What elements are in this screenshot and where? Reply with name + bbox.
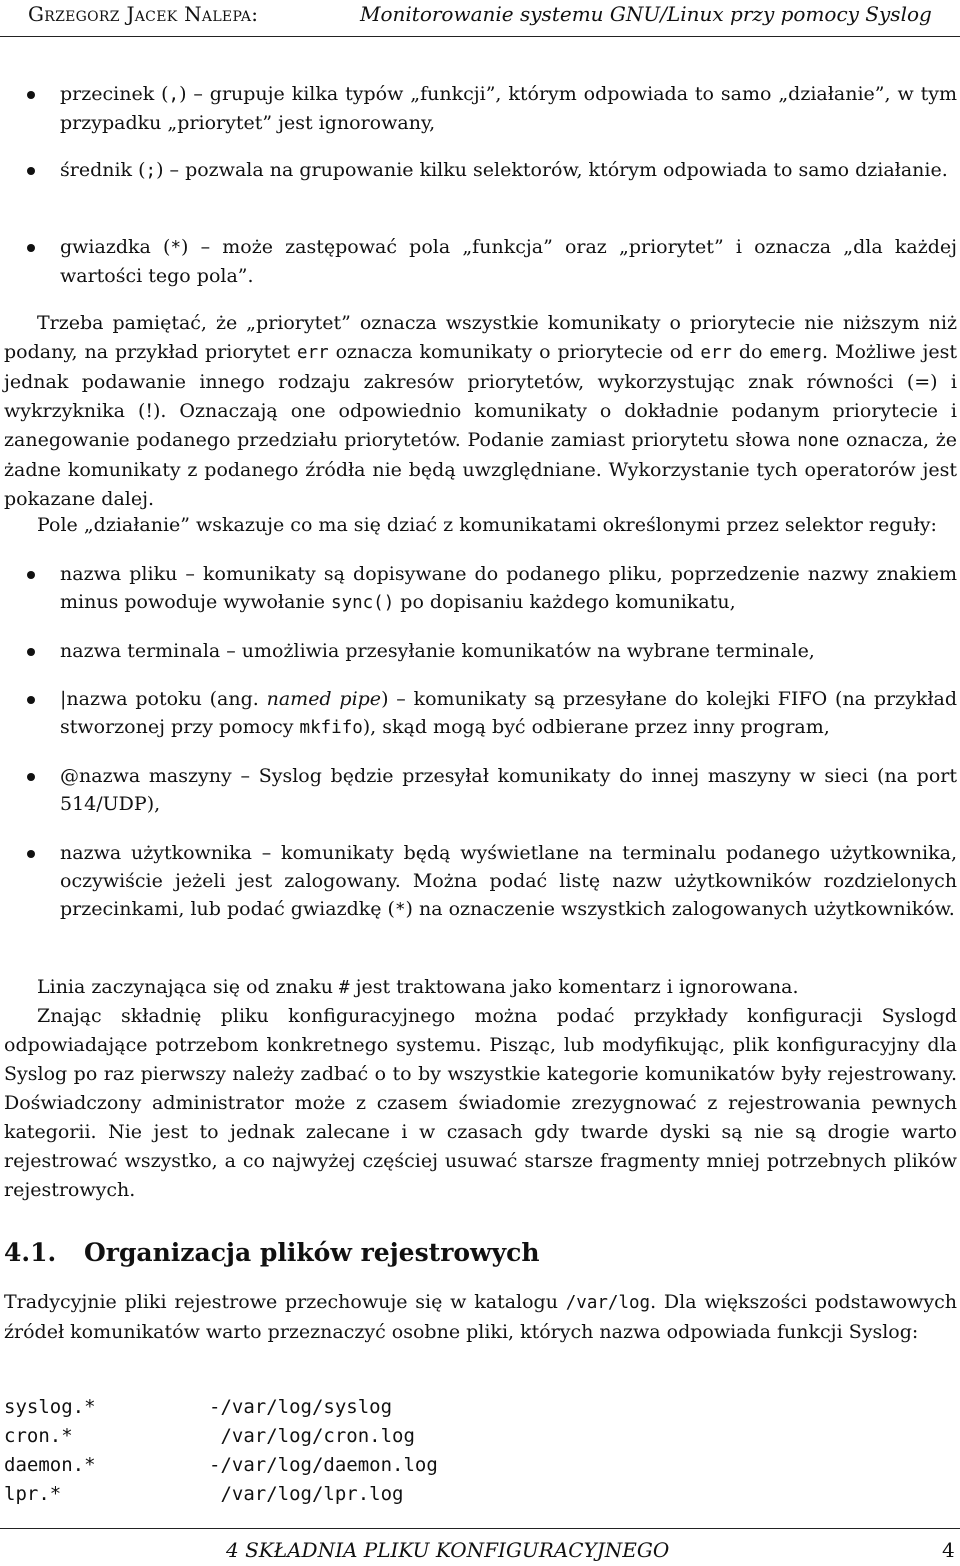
header-rule [0, 36, 960, 37]
config-code-listing [4, 1393, 438, 1509]
list-item: gwiazdka (*) – może zastępować pola „funkcja” oraz „priorytet” i oznacza „dla każdej wartości tego pola”. [60, 233, 957, 290]
footer-rule [0, 1528, 960, 1529]
paragraph-config-examples: Znając składnię pliku konfiguracyjnego można podać przykłady konfiguracji Syslogd odpowiadające potrzebom konkretnego systemu. Pisząc, lub modyfikując, plik konfiguracyjny dla Syslog po raz pierwszy należy zadbać o to by wszystkie kategorie komunikatów były rejestrowany. Doświadczony administrator może z czasem świadomie zrezygnować z rejestrowania pewnych kategorii. Nie jest to jednak zalecane i w czasach gdy twarde dyski są nie są drogie warto rejestrować wszystko, a co najwyżej częściej usuwać starsze fragmenty mniej potrzebnych plików rejestrowych. [4, 1005, 957, 1201]
code-line: cron.* /var/log/cron.log [4, 1425, 415, 1447]
header-author: Grzegorz Jacek Nalepa: [28, 2, 259, 26]
code-line: syslog.* -/var/log/syslog [4, 1396, 393, 1418]
page-number: 4 [942, 1538, 955, 1562]
section-title: Organizacja plików rejestrowych [84, 1238, 540, 1267]
running-footer [0, 1538, 960, 1566]
section-number: 4.1. [4, 1238, 57, 1267]
header-title: Monitorowanie systemu GNU/Linux przy pomocy Syslog [360, 2, 932, 26]
footer-section-label: 4 SKŁADNIA PLIKU KONFIGURACYJNEGO [226, 1538, 670, 1562]
bullet-icon [27, 773, 35, 781]
bullet-icon [27, 648, 35, 656]
list-item: nazwa pliku – komunikaty są dopisywane do podanego pliku, poprzedzenie nazwy znakiem minus powoduje wywołanie sync() po dopisaniu każdego komunikatu, [60, 560, 957, 617]
list-item: |nazwa potoku (ang. named pipe) – komunikaty są przesyłane do kolejki FIFO (na przykład stworzonej przy pomocy mkfifo), skąd mogą być odbierane przez inny program, [60, 685, 957, 742]
running-header [0, 2, 960, 28]
list-item: nazwa terminala – umożliwia przesyłanie komunikatów na wybrane terminale, [60, 637, 957, 665]
bullet-icon [27, 244, 35, 252]
list-item: @nazwa maszyny – Syslog będzie przesyłał komunikaty do innej maszyny w sieci (na port 514/UDP), [60, 762, 957, 818]
code-line: lpr.* /var/log/lpr.log [4, 1483, 404, 1505]
bullet-icon [27, 850, 35, 858]
paragraph-action-intro: Pole „działanie” wskazuje co ma się dziać z komunikatami określonymi przez selektor reguły: [37, 514, 937, 536]
bullet-icon [27, 167, 35, 175]
list-item: średnik (;) – pozwala na grupowanie kilku selektorów, którym odpowiada to samo działanie. [60, 156, 957, 185]
paragraph-priority-ranges: Trzeba pamiętać, że „priorytet” oznacza wszystkie komunikaty o priorytecie nie niższym niż podany, na przykład priorytet err oznacza komunikaty o priorytecie od err do emerg. Możliwe jest jednak podawanie innego rodzaju zakresów priorytetów, wykorzystując znak równości (=) i wykrzyknika (!). Oznaczają one odpowiednio komunikaty o dokładnie podanym priorytecie i zanegowanie podanego przedziału priorytetów. Podanie zamiast priorytetu słowa none oznacza, że żadne komunikaty z podanego źródła nie będą uwzględniane. Wykorzystanie tych operatorów jest pokazane dalej. [4, 312, 957, 510]
paragraph-var-log: Tradycyjnie pliki rejestrowe przechowuje się w katalogu /var/log. Dla większości podstawowych źródeł komunikatów warto przeznaczyć osobne pliki, których nazwa odpowiada funkcji Syslog: [4, 1291, 957, 1343]
paragraph-comments: Linia zaczynająca się od znaku # jest traktowana jako komentarz i ignorowana. [37, 976, 799, 998]
bullet-icon [27, 696, 35, 704]
bullet-icon [27, 571, 35, 579]
list-item: nazwa użytkownika – komunikaty będą wyświetlane na terminalu podanego użytkownika, oczywiście jeżeli jest zalogowany. Można podać listę nazw użytkowników rozdzielonych przecinkami, lub podać gwiazdkę (*) na oznaczenie wszystkich zalogowanych użytkowników. [60, 839, 957, 924]
section-heading [4, 1238, 540, 1267]
bullet-icon [27, 91, 35, 99]
list-item: przecinek (,) – grupuje kilka typów „funkcji”, którym odpowiada to samo „działanie”, w tym przypadku „priorytet” jest ignorowany, [60, 80, 957, 137]
code-line: daemon.* -/var/log/daemon.log [4, 1454, 438, 1476]
